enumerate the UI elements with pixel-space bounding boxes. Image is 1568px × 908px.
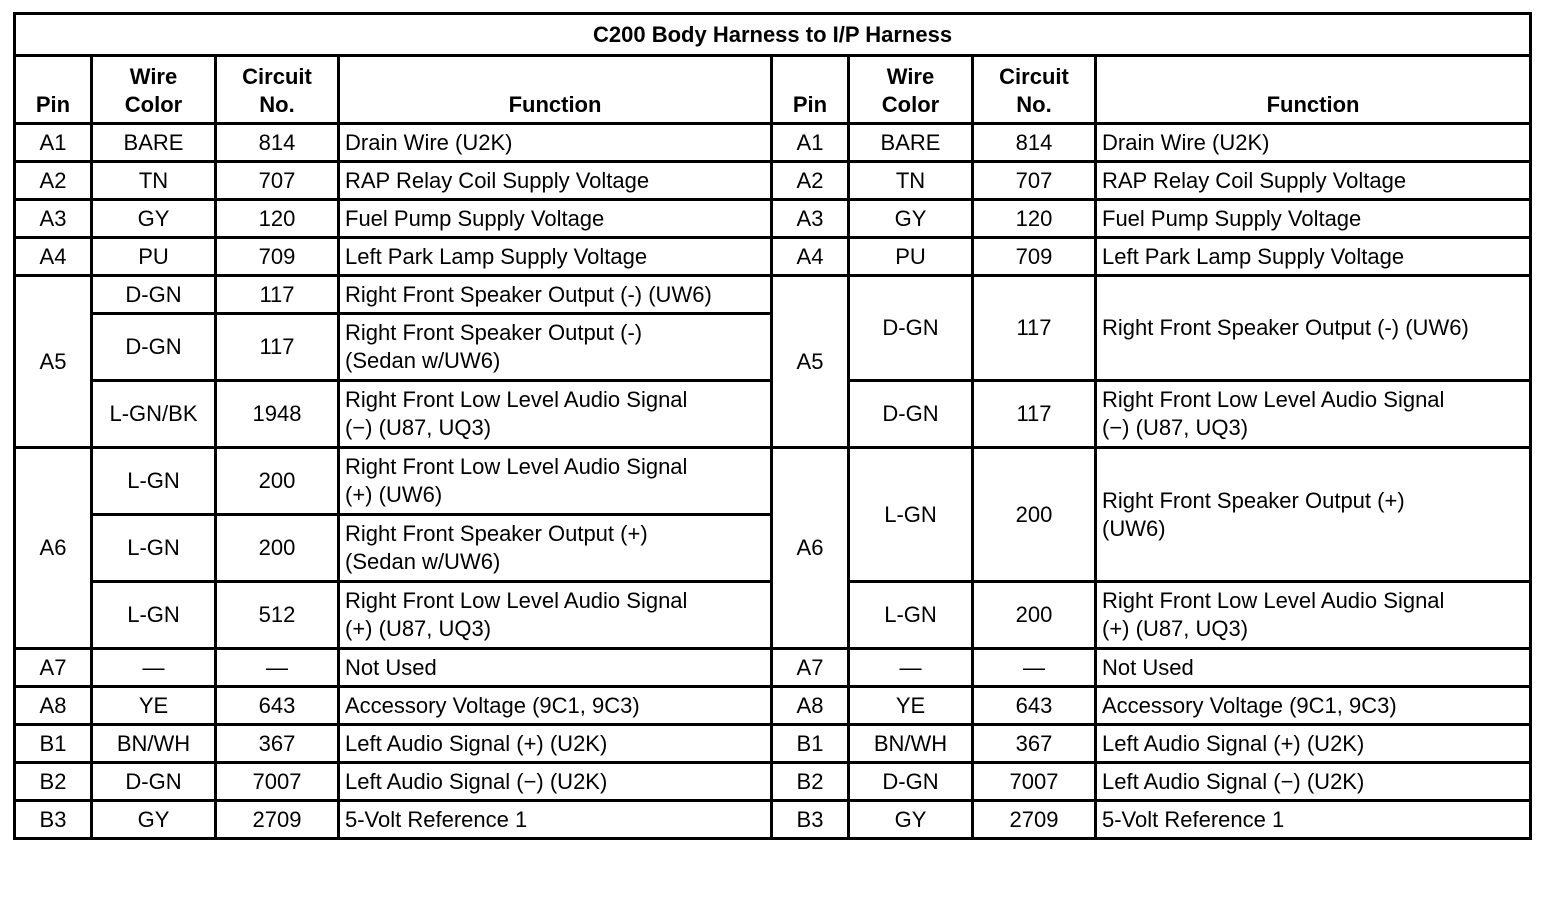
circuit-cell: 1948 <box>216 381 339 448</box>
circuit-cell: 120 <box>216 200 339 238</box>
wire-color-cell: — <box>849 649 973 687</box>
function-cell: Fuel Pump Supply Voltage <box>339 200 772 238</box>
circuit-cell: 367 <box>216 725 339 763</box>
header-text: Wire <box>886 64 935 89</box>
circuit-cell: 814 <box>216 124 339 162</box>
header-pin: Pin <box>15 56 92 124</box>
pin-cell: A3 <box>15 200 92 238</box>
circuit-cell: — <box>973 649 1096 687</box>
function-line: Right Front Low Level Audio Signal <box>1102 588 1445 613</box>
circuit-cell: 117 <box>216 276 339 314</box>
wire-color-cell: TN <box>849 162 973 200</box>
wire-color-cell: L-GN <box>92 448 216 515</box>
wire-color-cell: BARE <box>92 124 216 162</box>
function-line: Right Front Low Level Audio Signal <box>1102 387 1445 412</box>
header-text: Circuit <box>999 64 1069 89</box>
wire-color-cell: YE <box>92 687 216 725</box>
function-cell: Right Front Speaker Output (-) (UW6) <box>339 276 772 314</box>
wire-color-cell: D-GN <box>92 314 216 381</box>
circuit-cell: 707 <box>216 162 339 200</box>
circuit-cell: 200 <box>216 515 339 582</box>
circuit-cell: 117 <box>973 381 1096 448</box>
pin-cell: A4 <box>15 238 92 276</box>
wire-color-cell: L-GN <box>849 582 973 649</box>
function-cell <box>339 582 772 649</box>
circuit-cell: 709 <box>216 238 339 276</box>
function-cell: 5-Volt Reference 1 <box>1096 801 1531 839</box>
function-cell: Accessory Voltage (9C1, 9C3) <box>339 687 772 725</box>
function-line: Right Front Speaker Output (+) <box>345 521 648 546</box>
circuit-cell: 200 <box>973 448 1096 582</box>
wire-color-cell: BARE <box>849 124 973 162</box>
pin-cell: A6 <box>15 448 92 649</box>
table-row <box>15 725 1531 763</box>
pin-cell: A1 <box>772 124 849 162</box>
function-cell: Left Audio Signal (−) (U2K) <box>339 763 772 801</box>
pin-cell: B2 <box>772 763 849 801</box>
circuit-cell: 117 <box>216 314 339 381</box>
function-line: (Sedan w/UW6) <box>345 549 501 574</box>
wire-color-cell: D-GN <box>92 763 216 801</box>
pin-cell: A6 <box>772 448 849 649</box>
header-text: Circuit <box>242 64 312 89</box>
circuit-cell: 814 <box>973 124 1096 162</box>
function-cell <box>339 381 772 448</box>
function-cell <box>339 515 772 582</box>
header-text: Wire <box>129 64 178 89</box>
header-pin: Pin <box>772 56 849 124</box>
pin-cell: B3 <box>772 801 849 839</box>
wire-color-cell: D-GN <box>849 763 973 801</box>
connector-table <box>13 12 1532 840</box>
wire-color-cell: D-GN <box>849 276 973 381</box>
pin-cell: A5 <box>772 276 849 448</box>
wire-color-cell: GY <box>849 801 973 839</box>
wire-color-cell: — <box>92 649 216 687</box>
pin-cell: A3 <box>772 200 849 238</box>
function-cell: RAP Relay Coil Supply Voltage <box>339 162 772 200</box>
wire-color-cell: GY <box>92 200 216 238</box>
circuit-cell: 7007 <box>216 763 339 801</box>
function-line: Right Front Speaker Output (+) <box>1102 487 1405 513</box>
function-cell: Left Audio Signal (+) (U2K) <box>339 725 772 763</box>
function-line: (Sedan w/UW6) <box>345 348 501 373</box>
wire-color-cell: BN/WH <box>92 725 216 763</box>
wire-color-cell: L-GN <box>92 515 216 582</box>
function-cell <box>339 314 772 381</box>
circuit-cell: — <box>216 649 339 687</box>
header-text: No. <box>259 92 295 117</box>
table-row <box>15 200 1531 238</box>
function-line: (+) (U87, UQ3) <box>345 616 492 641</box>
function-line: (UW6) <box>1102 515 1166 541</box>
header-wire-color <box>92 56 216 124</box>
table-row <box>15 238 1531 276</box>
pin-cell: A2 <box>772 162 849 200</box>
function-cell: Left Audio Signal (−) (U2K) <box>1096 763 1531 801</box>
pin-cell: B3 <box>15 801 92 839</box>
circuit-cell: 643 <box>216 687 339 725</box>
wire-color-cell: TN <box>92 162 216 200</box>
function-line: Right Front Low Level Audio Signal <box>345 387 688 412</box>
function-line: (+) (U87, UQ3) <box>1102 616 1249 641</box>
function-line: Right Front Speaker Output (-) <box>345 320 643 345</box>
pin-cell: B1 <box>15 725 92 763</box>
function-cell <box>339 448 772 515</box>
header-function: Function <box>339 56 772 124</box>
pin-cell: B1 <box>772 725 849 763</box>
wire-color-cell: YE <box>849 687 973 725</box>
function-cell: Not Used <box>1096 649 1531 687</box>
table-row <box>15 276 1531 314</box>
pin-cell: A5 <box>15 276 92 448</box>
wire-color-cell: GY <box>92 801 216 839</box>
header-circuit <box>216 56 339 124</box>
circuit-cell: 367 <box>973 725 1096 763</box>
function-line: Right Front Low Level Audio Signal <box>345 588 688 613</box>
function-cell: Not Used <box>339 649 772 687</box>
circuit-cell: 117 <box>973 276 1096 381</box>
header-function: Function <box>1096 56 1531 124</box>
wire-color-cell: D-GN <box>92 276 216 314</box>
function-cell: Left Park Lamp Supply Voltage <box>339 238 772 276</box>
function-line: (+) (UW6) <box>345 482 443 507</box>
circuit-cell: 7007 <box>973 763 1096 801</box>
function-cell: Left Park Lamp Supply Voltage <box>1096 238 1531 276</box>
header-wire-color <box>849 56 973 124</box>
table-row <box>15 687 1531 725</box>
function-line: (−) (U87, UQ3) <box>345 415 492 440</box>
circuit-cell: 707 <box>973 162 1096 200</box>
wire-color-cell: PU <box>92 238 216 276</box>
function-cell: Left Audio Signal (+) (U2K) <box>1096 725 1531 763</box>
function-cell: Fuel Pump Supply Voltage <box>1096 200 1531 238</box>
pin-cell: A7 <box>15 649 92 687</box>
wire-color-cell: BN/WH <box>849 725 973 763</box>
pin-cell: A8 <box>772 687 849 725</box>
table-title: C200 Body Harness to I/P Harness <box>15 14 1531 56</box>
function-cell <box>1096 448 1531 582</box>
wire-color-cell: L-GN <box>92 582 216 649</box>
header-text: No. <box>1016 92 1052 117</box>
function-cell: Accessory Voltage (9C1, 9C3) <box>1096 687 1531 725</box>
pin-cell: A8 <box>15 687 92 725</box>
function-line: (−) (U87, UQ3) <box>1102 415 1249 440</box>
circuit-cell: 2709 <box>973 801 1096 839</box>
wire-color-cell: L-GN/BK <box>92 381 216 448</box>
circuit-cell: 643 <box>973 687 1096 725</box>
pin-cell: B2 <box>15 763 92 801</box>
table-row <box>15 448 1531 515</box>
wire-color-cell: D-GN <box>849 381 973 448</box>
table-row <box>15 801 1531 839</box>
header-text: Color <box>124 92 183 117</box>
function-cell: RAP Relay Coil Supply Voltage <box>1096 162 1531 200</box>
header-row <box>15 56 1531 124</box>
pin-cell: A7 <box>772 649 849 687</box>
header-circuit <box>973 56 1096 124</box>
function-cell <box>1096 582 1531 649</box>
pin-cell: A4 <box>772 238 849 276</box>
circuit-cell: 200 <box>973 582 1096 649</box>
circuit-cell: 2709 <box>216 801 339 839</box>
header-text: Color <box>881 92 940 117</box>
function-cell: Right Front Speaker Output (-) (UW6) <box>1096 276 1531 381</box>
table-row <box>15 763 1531 801</box>
wire-color-cell: GY <box>849 200 973 238</box>
table-row <box>15 649 1531 687</box>
table-row <box>15 124 1531 162</box>
pin-cell: A2 <box>15 162 92 200</box>
table-row <box>15 162 1531 200</box>
wire-color-cell: L-GN <box>849 448 973 582</box>
wire-color-cell: PU <box>849 238 973 276</box>
circuit-cell: 709 <box>973 238 1096 276</box>
function-cell: Drain Wire (U2K) <box>1096 124 1531 162</box>
function-cell <box>1096 381 1531 448</box>
function-cell: Drain Wire (U2K) <box>339 124 772 162</box>
function-cell: 5-Volt Reference 1 <box>339 801 772 839</box>
function-line: Right Front Low Level Audio Signal <box>345 454 688 479</box>
circuit-cell: 200 <box>216 448 339 515</box>
circuit-cell: 120 <box>973 200 1096 238</box>
circuit-cell: 512 <box>216 582 339 649</box>
pin-cell: A1 <box>15 124 92 162</box>
